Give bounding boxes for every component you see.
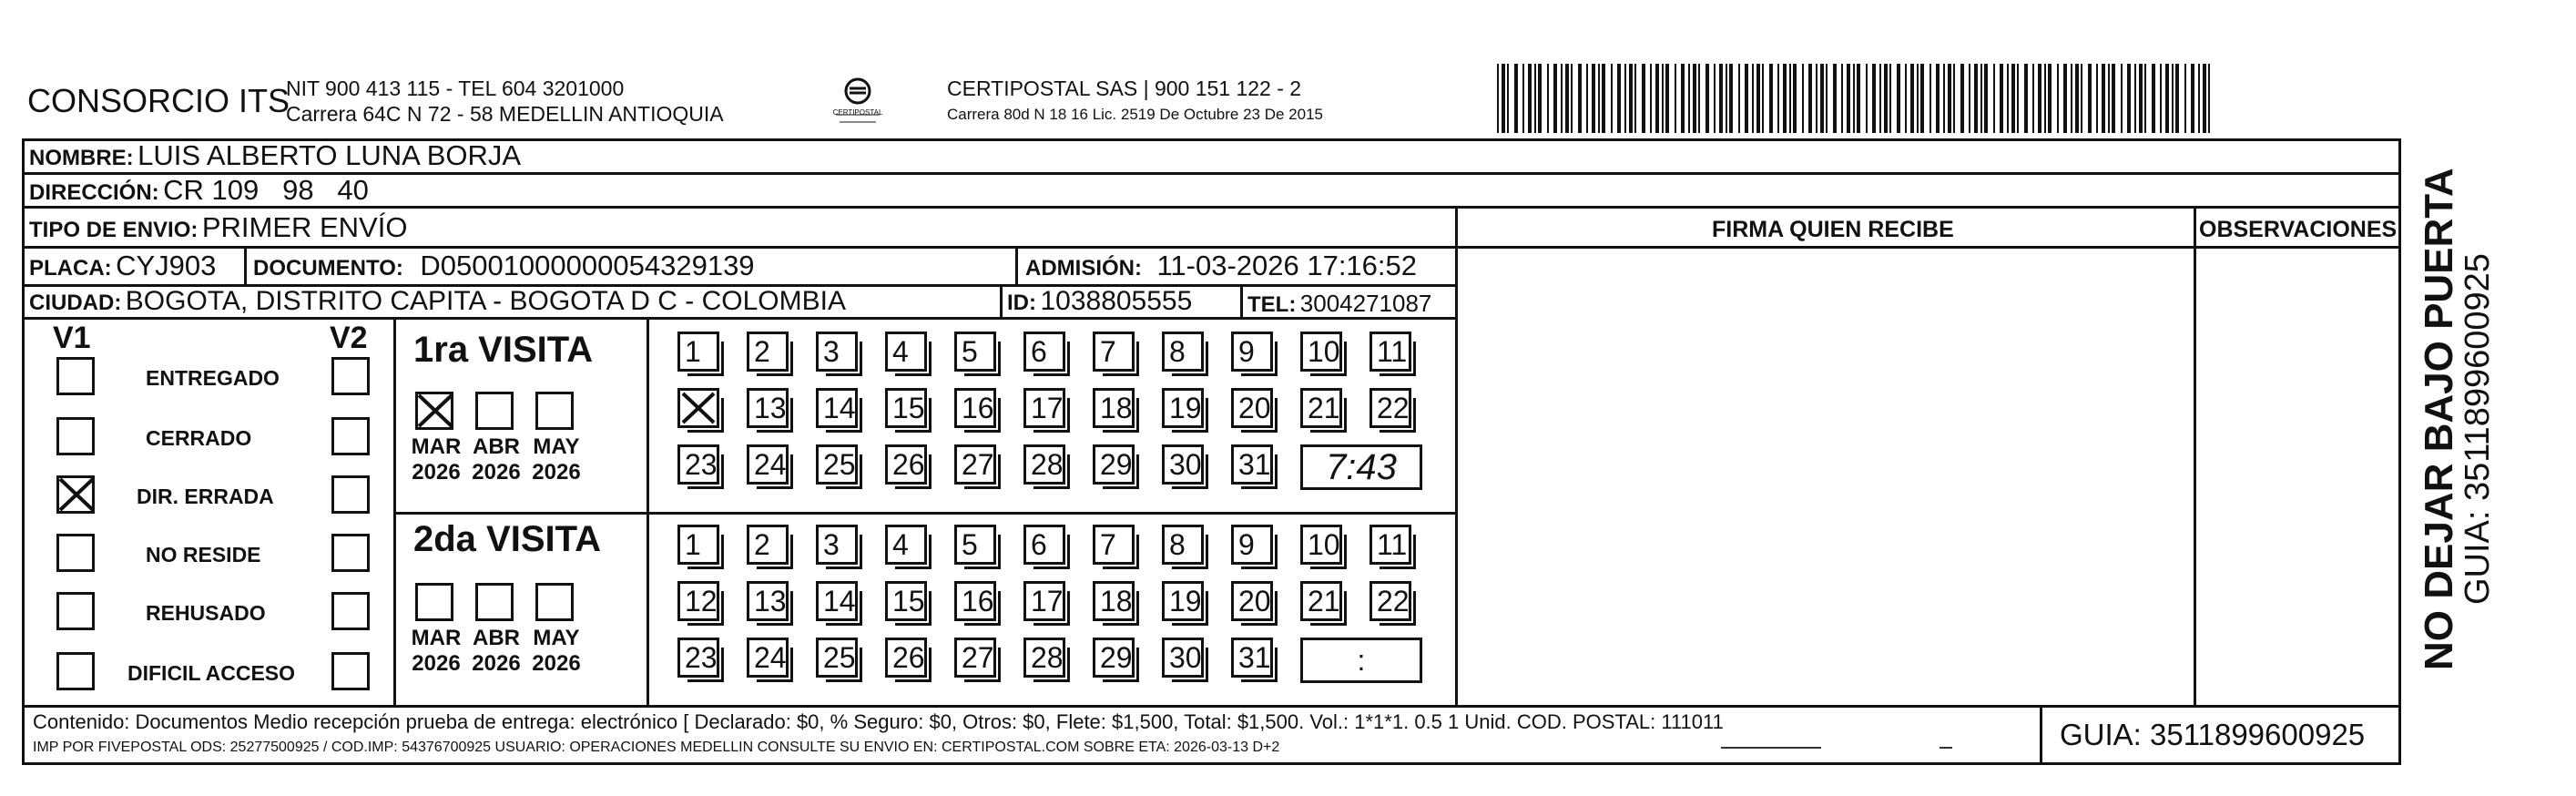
- day-number: 15: [892, 392, 925, 424]
- second-visit-day-18[interactable]: [1093, 581, 1135, 621]
- tel-value: 3004271087: [1299, 290, 1432, 317]
- first-visit-day-3[interactable]: [816, 332, 858, 372]
- first-visit-month-mar[interactable]: [415, 392, 453, 430]
- day-number: 11: [1377, 528, 1408, 561]
- v2-checkbox-3[interactable]: [331, 475, 370, 514]
- tipo-envio-value: PRIMER ENVÍO: [201, 211, 408, 243]
- day-number: 3: [823, 528, 840, 561]
- footer-imp: IMP POR FIVEPOSTAL ODS: 25277500925 / COD.IMP: 54376700925 USUARIO: OPERACIONES MEDELLIN CONSULTE SU ENVIO EN: CERTIPOSTAL.COM SOBRE ETA: 2026-03-13 D+2: [33, 740, 1280, 755]
- second-visit-day-12[interactable]: [677, 581, 719, 621]
- second-visit-day-14[interactable]: [816, 581, 858, 621]
- first-visit-day-30[interactable]: [1162, 444, 1204, 485]
- day-number: 2: [754, 335, 770, 368]
- first-visit-month-may[interactable]: [535, 392, 574, 430]
- day-number: 16: [962, 392, 994, 424]
- firma-header: FIRMA QUIEN RECIBE: [1712, 217, 1954, 242]
- documento-label: DOCUMENTO:: [253, 256, 403, 281]
- second-visit-time-box[interactable]: [1300, 638, 1422, 683]
- second-visit-month-abr[interactable]: [475, 583, 514, 621]
- day-number: 5: [962, 528, 978, 561]
- second-visit-day-16[interactable]: [954, 581, 996, 621]
- second-visit-day-11[interactable]: [1369, 525, 1411, 565]
- second-visit-day-6[interactable]: [1023, 525, 1065, 565]
- first-visit-day-27[interactable]: [954, 444, 996, 485]
- day-number: 25: [823, 641, 856, 674]
- first-visit-time: 7:43: [1326, 447, 1397, 487]
- first-visit-day-1[interactable]: [677, 332, 719, 372]
- day-number: 6: [1031, 335, 1047, 368]
- first-visit-day-5[interactable]: [954, 332, 996, 372]
- month-label: MAY: [533, 626, 580, 650]
- day-number: 18: [1100, 392, 1133, 424]
- second-visit-day-30[interactable]: [1162, 638, 1204, 678]
- day-number: 26: [892, 641, 925, 674]
- first-visit-day-16[interactable]: [954, 388, 996, 428]
- second-visit-day-5[interactable]: [954, 525, 996, 565]
- first-visit-day-13[interactable]: [747, 388, 789, 428]
- month-label: ABR: [473, 434, 520, 459]
- v2-checkbox-2[interactable]: [331, 417, 370, 455]
- day-number: 20: [1238, 392, 1271, 424]
- status-label: DIFICIL ACCESO: [127, 661, 296, 685]
- day-number: 10: [1308, 528, 1340, 561]
- admision-label: ADMISIÓN:: [1025, 256, 1142, 281]
- day-number: 31: [1238, 448, 1271, 481]
- second-visit-day-4[interactable]: [885, 525, 927, 565]
- second-visit-day-25[interactable]: [816, 638, 858, 678]
- first-visit-day-8[interactable]: [1162, 332, 1204, 372]
- first-visit-time-box[interactable]: [1300, 444, 1422, 490]
- second-visit-day-1[interactable]: [677, 525, 719, 565]
- first-visit-day-9[interactable]: [1231, 332, 1273, 372]
- day-number: 9: [1238, 528, 1255, 561]
- ciudad-value: BOGOTA, DISTRITO CAPITA - BOGOTA D C - COLOMBIA: [125, 286, 846, 316]
- second-visit-day-2[interactable]: [747, 525, 789, 565]
- day-number: 8: [1169, 335, 1186, 368]
- day-number: 22: [1377, 392, 1410, 424]
- company-nit: NIT 900 413 115 - TEL 604 3201000: [286, 77, 625, 100]
- v1-checkbox-3[interactable]: [56, 475, 95, 514]
- first-visit-day-7[interactable]: [1093, 332, 1135, 372]
- day-number: 21: [1308, 392, 1340, 424]
- certipostal-logo: [830, 73, 885, 128]
- second-visit-day-26[interactable]: [885, 638, 927, 678]
- first-visit-day-31[interactable]: [1231, 444, 1273, 485]
- first-visit-day-20[interactable]: [1231, 388, 1273, 428]
- v1-checkbox-5[interactable]: [56, 592, 95, 630]
- day-number: 31: [1238, 641, 1271, 674]
- v1-checkbox-4[interactable]: [56, 534, 95, 572]
- year-label: 2026: [472, 460, 521, 485]
- second-visit-month-mar[interactable]: [415, 583, 453, 621]
- v1-label: V1: [53, 321, 91, 355]
- day-number: 14: [823, 392, 856, 424]
- status-label: DIR. ERRADA: [137, 485, 274, 508]
- first-visit-day-29[interactable]: [1093, 444, 1135, 485]
- certipostal-license: Carrera 80d N 18 16 Lic. 2519 De Octubre 23 De 2015: [947, 106, 1323, 123]
- day-number: 6: [1031, 528, 1047, 561]
- day-number: 2: [754, 528, 770, 561]
- day-number: 17: [1031, 392, 1064, 424]
- admision-value: 11-03-2026 17:16:52: [1156, 250, 1418, 281]
- v2-label: V2: [330, 321, 368, 355]
- day-number: 14: [823, 585, 856, 617]
- second-visit-day-29[interactable]: [1093, 638, 1135, 678]
- second-visit-day-9[interactable]: [1231, 525, 1273, 565]
- day-number: 20: [1238, 585, 1271, 617]
- company-address: Carrera 64C N 72 - 58 MEDELLIN ANTIOQUIA: [286, 102, 724, 126]
- second-visit-day-27[interactable]: [954, 638, 996, 678]
- second-visit-month-may[interactable]: [535, 583, 574, 621]
- day-number: 26: [892, 448, 925, 481]
- status-label: NO RESIDE: [146, 543, 261, 566]
- id-label: ID:: [1007, 291, 1036, 315]
- first-visit-day-21[interactable]: [1300, 388, 1342, 428]
- status-label: REHUSADO: [146, 601, 266, 625]
- day-number: 7: [1100, 528, 1116, 561]
- second-visit-time: :: [1357, 644, 1366, 677]
- day-number: 12: [685, 585, 718, 617]
- first-visit-day-10[interactable]: [1300, 332, 1342, 372]
- v2-checkbox-4[interactable]: [331, 534, 370, 572]
- day-number: 24: [754, 448, 787, 481]
- second-visit-day-3[interactable]: [816, 525, 858, 565]
- day-number: 1: [685, 528, 701, 561]
- second-visit-day-21[interactable]: [1300, 581, 1342, 621]
- first-visit-day-15[interactable]: [885, 388, 927, 428]
- year-label: 2026: [532, 460, 581, 485]
- ciudad-label: CIUDAD:: [29, 291, 122, 315]
- second-visit-day-10[interactable]: [1300, 525, 1342, 565]
- day-number: 16: [962, 585, 994, 617]
- first-visit-day-6[interactable]: [1023, 332, 1065, 372]
- day-number: 30: [1169, 641, 1202, 674]
- logo-text: CERTIPOSTAL: [832, 108, 883, 117]
- barcode: [1493, 64, 2222, 133]
- footer-contenido: Contenido: Documentos Medio recepción prueba de entrega: electrónico [ Declarado: $0, % Seguro: $0, Otros: $0, Flete: $1,500, Total: $1,500. Vol.: 1*1*1. 0.5 1 Unid. COD. POSTAL: 111011: [33, 710, 1724, 733]
- day-number: 29: [1100, 448, 1133, 481]
- day-number: 3: [823, 335, 840, 368]
- first-visit-day-2[interactable]: [747, 332, 789, 372]
- first-visit-day-28[interactable]: [1023, 444, 1065, 485]
- second-visit-day-15[interactable]: [885, 581, 927, 621]
- status-label: ENTREGADO: [146, 366, 280, 390]
- v2-checkbox-1[interactable]: [331, 357, 370, 395]
- day-number: 29: [1100, 641, 1133, 674]
- year-label: 2026: [472, 651, 521, 676]
- second-visit-day-20[interactable]: [1231, 581, 1273, 621]
- day-number: 23: [685, 641, 718, 674]
- day-number: 28: [1031, 641, 1064, 674]
- v1-checkbox-1[interactable]: [56, 357, 95, 395]
- day-number: 9: [1238, 335, 1255, 368]
- documento-value: D05001000000054329139: [420, 250, 755, 281]
- first-visit-day-25[interactable]: [816, 444, 858, 485]
- day-number: 5: [962, 335, 978, 368]
- status-label: CERRADO: [146, 426, 252, 450]
- first-visit-day-26[interactable]: [885, 444, 927, 485]
- day-number: 19: [1169, 392, 1202, 424]
- day-number: 13: [754, 392, 787, 424]
- second-visit-day-22[interactable]: [1369, 581, 1411, 621]
- day-number: 7: [1100, 335, 1116, 368]
- first-visit-day-17[interactable]: [1023, 388, 1065, 428]
- day-number: 24: [754, 641, 787, 674]
- day-number: 1: [685, 335, 701, 368]
- second-visit-day-28[interactable]: [1023, 638, 1065, 678]
- nombre-label: NOMBRE:: [29, 146, 134, 170]
- second-visit-day-17[interactable]: [1023, 581, 1065, 621]
- second-visit-day-19[interactable]: [1162, 581, 1204, 621]
- certipostal-id: CERTIPOSTAL SAS | 900 151 122 - 2: [947, 77, 1302, 100]
- footer-scribble-2: [1940, 747, 1952, 749]
- first-visit-day-23[interactable]: [677, 444, 719, 485]
- first-visit-day-19[interactable]: [1162, 388, 1204, 428]
- first-visit-month-abr[interactable]: [475, 392, 514, 430]
- second-visit-day-31[interactable]: [1231, 638, 1273, 678]
- first-visit-day-12[interactable]: [677, 388, 719, 428]
- day-number: 17: [1031, 585, 1064, 617]
- day-number: 30: [1169, 448, 1202, 481]
- day-number: 19: [1169, 585, 1202, 617]
- month-label: ABR: [473, 626, 520, 650]
- day-number: 10: [1308, 335, 1340, 368]
- direccion-value: CR 109 98 40: [163, 174, 369, 206]
- v2-checkbox-6[interactable]: [331, 652, 370, 690]
- first-visit-day-18[interactable]: [1093, 388, 1135, 428]
- day-number: 22: [1377, 585, 1410, 617]
- second-visit-title: 2da VISITA: [413, 519, 601, 559]
- day-number: 21: [1308, 585, 1340, 617]
- tel-label: TEL:: [1247, 292, 1297, 317]
- placa-value: CYJ903: [116, 250, 217, 281]
- placa-label: PLACA:: [29, 256, 112, 281]
- first-visit-day-11[interactable]: [1369, 332, 1411, 372]
- second-visit-day-23[interactable]: [677, 638, 719, 678]
- day-number: 8: [1169, 528, 1186, 561]
- day-number: 27: [962, 641, 994, 674]
- year-label: 2026: [412, 460, 461, 485]
- footer-scribble: [1721, 747, 1821, 749]
- id-value: 1038805555: [1040, 286, 1193, 316]
- first-visit-day-22[interactable]: [1369, 388, 1411, 428]
- v1-checkbox-2[interactable]: [56, 417, 95, 455]
- v2-checkbox-5[interactable]: [331, 592, 370, 630]
- day-number: 4: [892, 528, 909, 561]
- footer-guia: GUIA: 3511899600925: [2060, 718, 2366, 751]
- day-number: 28: [1031, 448, 1064, 481]
- nombre-value: LUIS ALBERTO LUNA BORJA: [137, 139, 522, 171]
- tipo-envio-label: TIPO DE ENVIO:: [29, 218, 199, 242]
- company-name: CONSORCIO ITS: [27, 82, 290, 119]
- first-visit-title: 1ra VISITA: [413, 330, 594, 370]
- day-number: 27: [962, 448, 994, 481]
- month-label: MAY: [533, 434, 580, 459]
- side-warning-text: NO DEJAR BAJO PUERTA: [2417, 168, 2461, 670]
- first-visit-day-4[interactable]: [885, 332, 927, 372]
- month-label: MAR: [411, 434, 462, 459]
- day-number: 13: [754, 585, 787, 617]
- side-guia-text: GUIA: 3511899600925: [2459, 253, 2497, 605]
- year-label: 2026: [532, 651, 581, 676]
- day-number: 15: [892, 585, 925, 617]
- year-label: 2026: [412, 651, 461, 676]
- first-visit-day-14[interactable]: [816, 388, 858, 428]
- second-visit-day-24[interactable]: [747, 638, 789, 678]
- day-number: 11: [1377, 335, 1408, 368]
- month-label: MAR: [411, 626, 462, 650]
- v1-checkbox-6[interactable]: [56, 652, 95, 690]
- second-visit-day-7[interactable]: [1093, 525, 1135, 565]
- observaciones-header: OBSERVACIONES: [2199, 217, 2398, 242]
- day-number: 4: [892, 335, 909, 368]
- day-number: 23: [685, 448, 718, 481]
- direccion-label: DIRECCIÓN:: [29, 180, 159, 205]
- day-number: 18: [1100, 585, 1133, 617]
- second-visit-day-8[interactable]: [1162, 525, 1204, 565]
- first-visit-day-24[interactable]: [747, 444, 789, 485]
- day-number: 25: [823, 448, 856, 481]
- second-visit-day-13[interactable]: [747, 581, 789, 621]
